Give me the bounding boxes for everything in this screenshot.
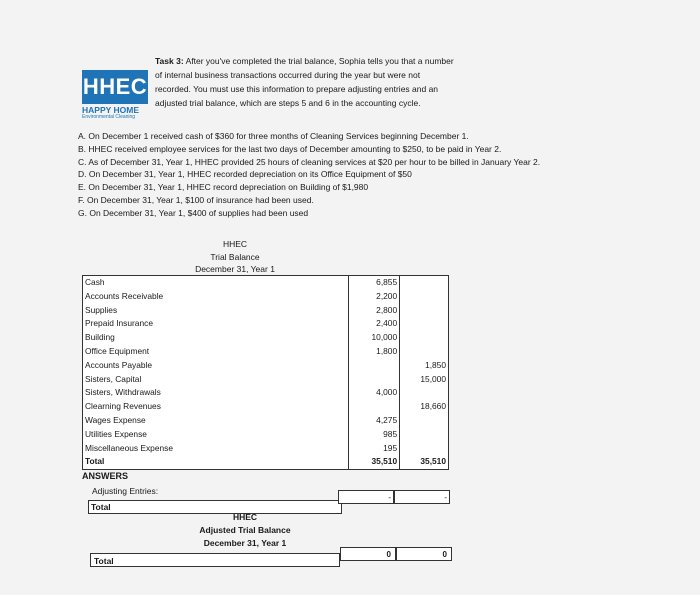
- account-cell: Sisters, Capital: [83, 373, 349, 387]
- table-row: [83, 276, 448, 290]
- task-text: After you've completed the trial balance, Sophia tells you that a number of internal business transactions occurred during the year but were not recorded. You must use this information to prepare adjusting entries and an adjusted trial balance, which are steps 5 and 6 in the accounting cycle.: [155, 56, 454, 108]
- total-row: [83, 455, 448, 469]
- list-item: C. As of December 31, Year 1, HHEC provided 25 hours of cleaning services at $20 per hour to be billed in January Year 2.: [78, 156, 541, 167]
- atb-company: HHEC: [232, 512, 258, 522]
- atb-date: December 31, Year 1: [203, 538, 287, 548]
- debit-cell[interactable]: 2,400: [349, 317, 400, 331]
- table-row: [83, 359, 448, 373]
- account-cell: Total: [83, 455, 349, 469]
- tb-title: Trial Balance: [210, 251, 260, 262]
- adjusted-debit-total-field[interactable]: 0: [340, 547, 396, 561]
- list-item: A. On December 1 received cash of $360 for three months of Cleaning Services beginning December 1.: [78, 131, 469, 141]
- debit-cell[interactable]: 2,200: [349, 290, 400, 304]
- account-cell: Accounts Receivable: [83, 290, 349, 304]
- table-row: [83, 345, 448, 359]
- table-row: [83, 290, 448, 304]
- credit-cell[interactable]: [400, 386, 448, 400]
- debit-cell[interactable]: [349, 373, 400, 387]
- answers-heading: ANSWERS: [82, 471, 129, 481]
- logo-tagline: Environmental Cleaning: [82, 114, 136, 120]
- credit-cell[interactable]: [400, 414, 448, 428]
- table-row: [83, 414, 448, 428]
- account-cell: Supplies: [83, 304, 349, 318]
- task-lead: Task 3:: [155, 56, 184, 66]
- account-cell: Wages Expense: [83, 414, 349, 428]
- debit-cell[interactable]: 985: [349, 428, 400, 442]
- table-row: [83, 317, 448, 331]
- list-item: E. On December 31, Year 1, HHEC record depreciation on Building of $1,980: [78, 182, 369, 193]
- account-cell: Accounts Payable: [83, 359, 349, 373]
- debit-cell[interactable]: 4,275: [349, 414, 400, 428]
- list-item: F. On December 31, Year 1, $100 of insurance had been used.: [78, 194, 314, 205]
- tb-company: HHEC: [222, 239, 248, 249]
- table-row: [83, 331, 448, 345]
- debit-cell[interactable]: 10,000: [349, 331, 400, 345]
- table-row: [83, 442, 448, 456]
- atb-title: Adjusted Trial Balance: [199, 525, 291, 535]
- adjusted-total-label: Total: [90, 553, 340, 567]
- credit-cell[interactable]: 18,660: [420, 401, 446, 412]
- adjusting-total-label: Total: [88, 500, 342, 514]
- debit-total-cell[interactable]: 35,510: [349, 455, 400, 469]
- tb-date: December 31, Year 1: [180, 263, 290, 277]
- credit-cell[interactable]: [400, 331, 448, 345]
- table-row: [83, 304, 448, 318]
- adjusted-credit-total-field[interactable]: 0: [396, 547, 452, 561]
- table-row: [83, 428, 448, 442]
- table-row: [83, 400, 448, 414]
- credit-cell[interactable]: 1,850: [425, 359, 446, 370]
- credit-cell[interactable]: 15,000: [420, 373, 446, 384]
- adjusting-entries-label: Adjusting Entries:: [92, 486, 159, 496]
- adjusted-trial-balance-header: [185, 511, 305, 550]
- credit-cell[interactable]: [400, 317, 448, 331]
- credit-cell[interactable]: [400, 428, 448, 442]
- hhec-logo: HHEC: [82, 70, 148, 104]
- debit-cell[interactable]: 6,855: [349, 276, 400, 290]
- debit-cell[interactable]: 4,000: [349, 386, 400, 400]
- credit-cell[interactable]: [400, 345, 448, 359]
- credit-cell[interactable]: [400, 290, 448, 304]
- account-cell: Sisters, Withdrawals: [83, 386, 349, 400]
- account-cell: Cash: [83, 276, 349, 290]
- account-cell: Utilities Expense: [83, 428, 349, 442]
- task-description: [155, 54, 455, 110]
- transaction-list: [78, 130, 638, 220]
- debit-cell[interactable]: 195: [349, 442, 400, 456]
- debit-cell[interactable]: 2,800: [349, 304, 400, 318]
- debit-cell[interactable]: [349, 400, 400, 414]
- trial-balance-table: [82, 275, 449, 470]
- account-cell: Prepaid Insurance: [83, 317, 349, 331]
- account-cell: Miscellaneous Expense: [83, 442, 349, 456]
- credit-cell[interactable]: [400, 304, 448, 318]
- debit-cell[interactable]: [349, 359, 400, 373]
- debit-cell[interactable]: 1,800: [349, 345, 400, 359]
- account-cell: Building: [83, 331, 349, 345]
- adjusting-credit-field[interactable]: -: [394, 490, 450, 504]
- account-cell: Clearning Revenues: [83, 400, 349, 414]
- credit-cell[interactable]: [400, 276, 448, 290]
- table-row: [83, 386, 448, 400]
- credit-total-cell[interactable]: 35,510: [420, 456, 446, 467]
- table-row: [83, 373, 448, 387]
- logo-subtitle: HAPPY HOME: [82, 105, 139, 115]
- list-item: D. On December 31, Year 1, HHEC recorded depreciation on its Office Equipment of $50: [78, 169, 412, 180]
- credit-cell[interactable]: [400, 442, 448, 456]
- list-item: B. HHEC received employee services for the last two days of December amounting to $250, to be paid in Year 2.: [78, 143, 502, 154]
- list-item: G. On December 31, Year 1, $400 of supplies had been used: [78, 207, 309, 218]
- trial-balance-header: [180, 238, 290, 277]
- account-cell: Office Equipment: [83, 345, 349, 359]
- adjusting-debit-field[interactable]: -: [338, 490, 394, 504]
